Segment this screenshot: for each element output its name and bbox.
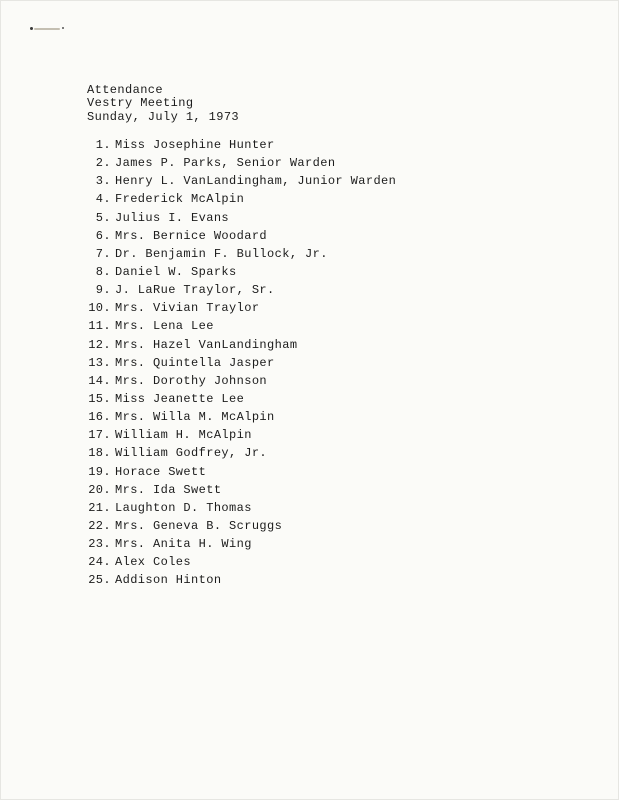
list-item bbox=[70, 154, 530, 172]
attendee-name: Miss Josephine Hunter bbox=[115, 138, 275, 152]
header-title: Attendance bbox=[87, 83, 164, 97]
attendee-name: Mrs. Hazel VanLandingham bbox=[115, 337, 298, 352]
list-item bbox=[70, 571, 530, 589]
attendee-name: Mrs. Vivian Traylor bbox=[115, 301, 260, 316]
list-item bbox=[70, 372, 530, 390]
list-item bbox=[70, 281, 530, 299]
attendee-name: Alex Coles bbox=[115, 555, 192, 570]
list-item bbox=[70, 444, 530, 462]
attendee-name: Mrs. Bernice Woodard bbox=[115, 228, 268, 243]
list-item-number: 4. bbox=[95, 192, 111, 207]
list-item-number: 2. bbox=[95, 156, 111, 171]
list-item bbox=[70, 499, 530, 517]
document-header bbox=[87, 84, 239, 124]
list-item-number: 9. bbox=[95, 283, 111, 298]
list-item-number: 24. bbox=[88, 555, 111, 570]
list-item-number: 7. bbox=[95, 246, 111, 261]
list-item-number: 5. bbox=[95, 210, 111, 225]
list-item bbox=[70, 317, 530, 335]
list-item-number: 12. bbox=[88, 337, 111, 352]
list-item-number: 22. bbox=[88, 518, 111, 533]
list-item-number: 8. bbox=[95, 264, 111, 279]
list-item-number: 20. bbox=[88, 482, 111, 497]
list-item-number: 13. bbox=[88, 355, 111, 370]
attendee-name: Daniel W. Sparks bbox=[115, 264, 237, 279]
attendee-name: William Godfrey, Jr. bbox=[115, 446, 268, 461]
header-meeting: Vestry Meeting bbox=[87, 96, 194, 111]
attendee-name: Mrs. Dorothy Johnson bbox=[115, 373, 268, 388]
list-item bbox=[70, 553, 530, 571]
attendee-name: Dr. Benjamin F. Bullock, Jr. bbox=[115, 246, 328, 261]
attendee-name: Mrs. Geneva B. Scruggs bbox=[115, 518, 283, 533]
attendee-name: Laughton D. Thomas bbox=[115, 500, 252, 515]
staple-mark-dot bbox=[62, 27, 64, 29]
list-item-number: 19. bbox=[88, 464, 111, 479]
attendee-name: Mrs. Willa M. McAlpin bbox=[115, 410, 275, 425]
attendee-name: Henry L. VanLandingham, Junior Warden bbox=[115, 174, 397, 189]
list-item bbox=[70, 463, 530, 481]
attendee-name: Mrs. Ida Swett bbox=[115, 482, 222, 497]
list-item bbox=[70, 336, 530, 354]
attendee-name: Mrs. Lena Lee bbox=[115, 319, 214, 334]
attendee-name: Mrs. Anita H. Wing bbox=[115, 537, 252, 552]
attendee-name: James P. Parks, Senior Warden bbox=[115, 156, 336, 171]
header-date: Sunday, July 1, 1973 bbox=[87, 109, 240, 124]
list-item bbox=[70, 481, 530, 499]
list-item bbox=[70, 172, 530, 190]
list-item bbox=[70, 263, 530, 281]
list-item bbox=[70, 136, 530, 154]
list-item-number: 14. bbox=[88, 373, 111, 388]
list-item bbox=[70, 408, 530, 426]
list-item-number: 6. bbox=[95, 228, 111, 243]
list-item-number: 16. bbox=[88, 410, 111, 425]
list-item-number: 11. bbox=[88, 319, 111, 334]
attendee-name: J. LaRue Traylor, Sr. bbox=[115, 283, 275, 298]
list-item bbox=[70, 227, 530, 245]
list-item bbox=[70, 354, 530, 372]
list-item-number: 17. bbox=[88, 428, 111, 443]
attendee-name: Frederick McAlpin bbox=[115, 192, 245, 207]
list-item-number: 23. bbox=[88, 537, 111, 552]
attendee-name: Horace Swett bbox=[115, 464, 207, 479]
list-item-number: 21. bbox=[88, 500, 111, 515]
list-item-number: 3. bbox=[95, 174, 111, 189]
list-item bbox=[70, 190, 530, 208]
list-item bbox=[70, 535, 530, 553]
attendee-name: Addison Hinton bbox=[115, 573, 222, 588]
list-item-number: 10. bbox=[88, 301, 111, 316]
list-item bbox=[70, 517, 530, 535]
list-item-number: 25. bbox=[88, 573, 111, 588]
list-item bbox=[70, 299, 530, 317]
staple-mark-dot bbox=[30, 27, 33, 30]
list-item-number: 1. bbox=[95, 138, 111, 152]
list-item bbox=[70, 390, 530, 408]
list-item bbox=[70, 209, 530, 227]
attendee-name: William H. McAlpin bbox=[115, 428, 252, 443]
attendee-name: Julius I. Evans bbox=[115, 210, 230, 225]
staple-mark-line bbox=[34, 28, 60, 30]
staple-mark bbox=[30, 27, 64, 31]
attendee-list bbox=[70, 136, 530, 590]
list-item bbox=[70, 426, 530, 444]
list-item-number: 15. bbox=[88, 391, 111, 406]
list-item bbox=[70, 245, 530, 263]
attendee-name: Miss Jeanette Lee bbox=[115, 391, 245, 406]
attendee-name: Mrs. Quintella Jasper bbox=[115, 355, 275, 370]
list-item-number: 18. bbox=[88, 446, 111, 461]
